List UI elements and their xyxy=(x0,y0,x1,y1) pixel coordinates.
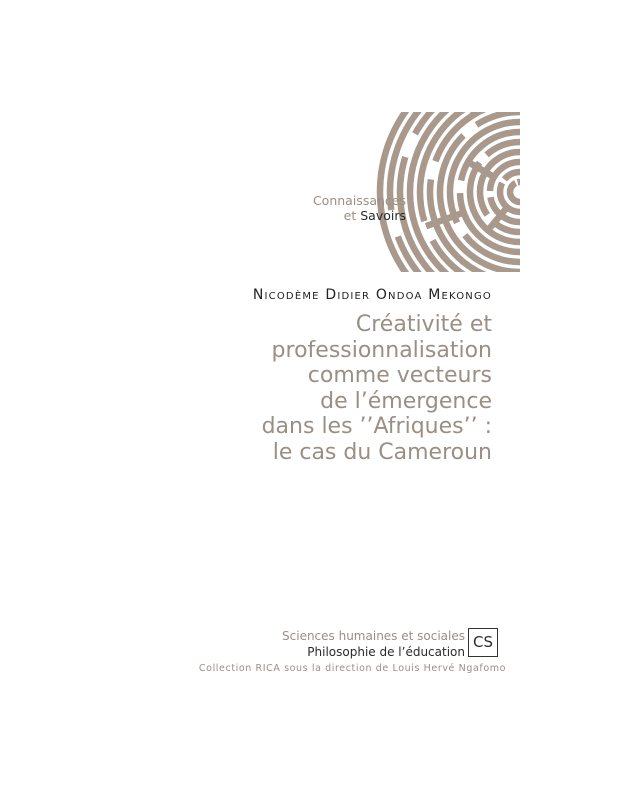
logo-arc xyxy=(510,183,520,202)
title-line: professionnalisation xyxy=(271,337,492,363)
title-line: le cas du Cameroun xyxy=(272,439,492,465)
author-name: Nicodème Didier Ondoa Mekongo xyxy=(252,287,492,303)
title-line: comme vecteurs xyxy=(307,363,492,388)
category-sub: Philosophie de l’éducation xyxy=(307,645,465,659)
collection-credit: Collection RICA sous la direction de Louis Hervé Ngafomo xyxy=(198,663,506,674)
series-line-2 xyxy=(313,208,406,223)
title-line: de l’émergence xyxy=(320,388,492,414)
subject-category xyxy=(282,628,465,660)
series-line-1: Connaissances xyxy=(312,193,406,208)
title-line: Créativité et xyxy=(355,312,492,337)
logo-arc xyxy=(504,172,520,179)
series-line-2-prefix: et xyxy=(343,208,361,223)
series-name xyxy=(313,193,406,223)
category-main: Sciences humaines et sociales xyxy=(282,629,465,643)
publisher-badge: CS xyxy=(468,628,498,657)
maze-arcs-logo-icon xyxy=(370,112,520,272)
series-line-2-main: Savoirs xyxy=(360,208,406,223)
book-title xyxy=(262,312,492,465)
title-line: dans les ’’Afriques’’ : xyxy=(261,414,492,439)
